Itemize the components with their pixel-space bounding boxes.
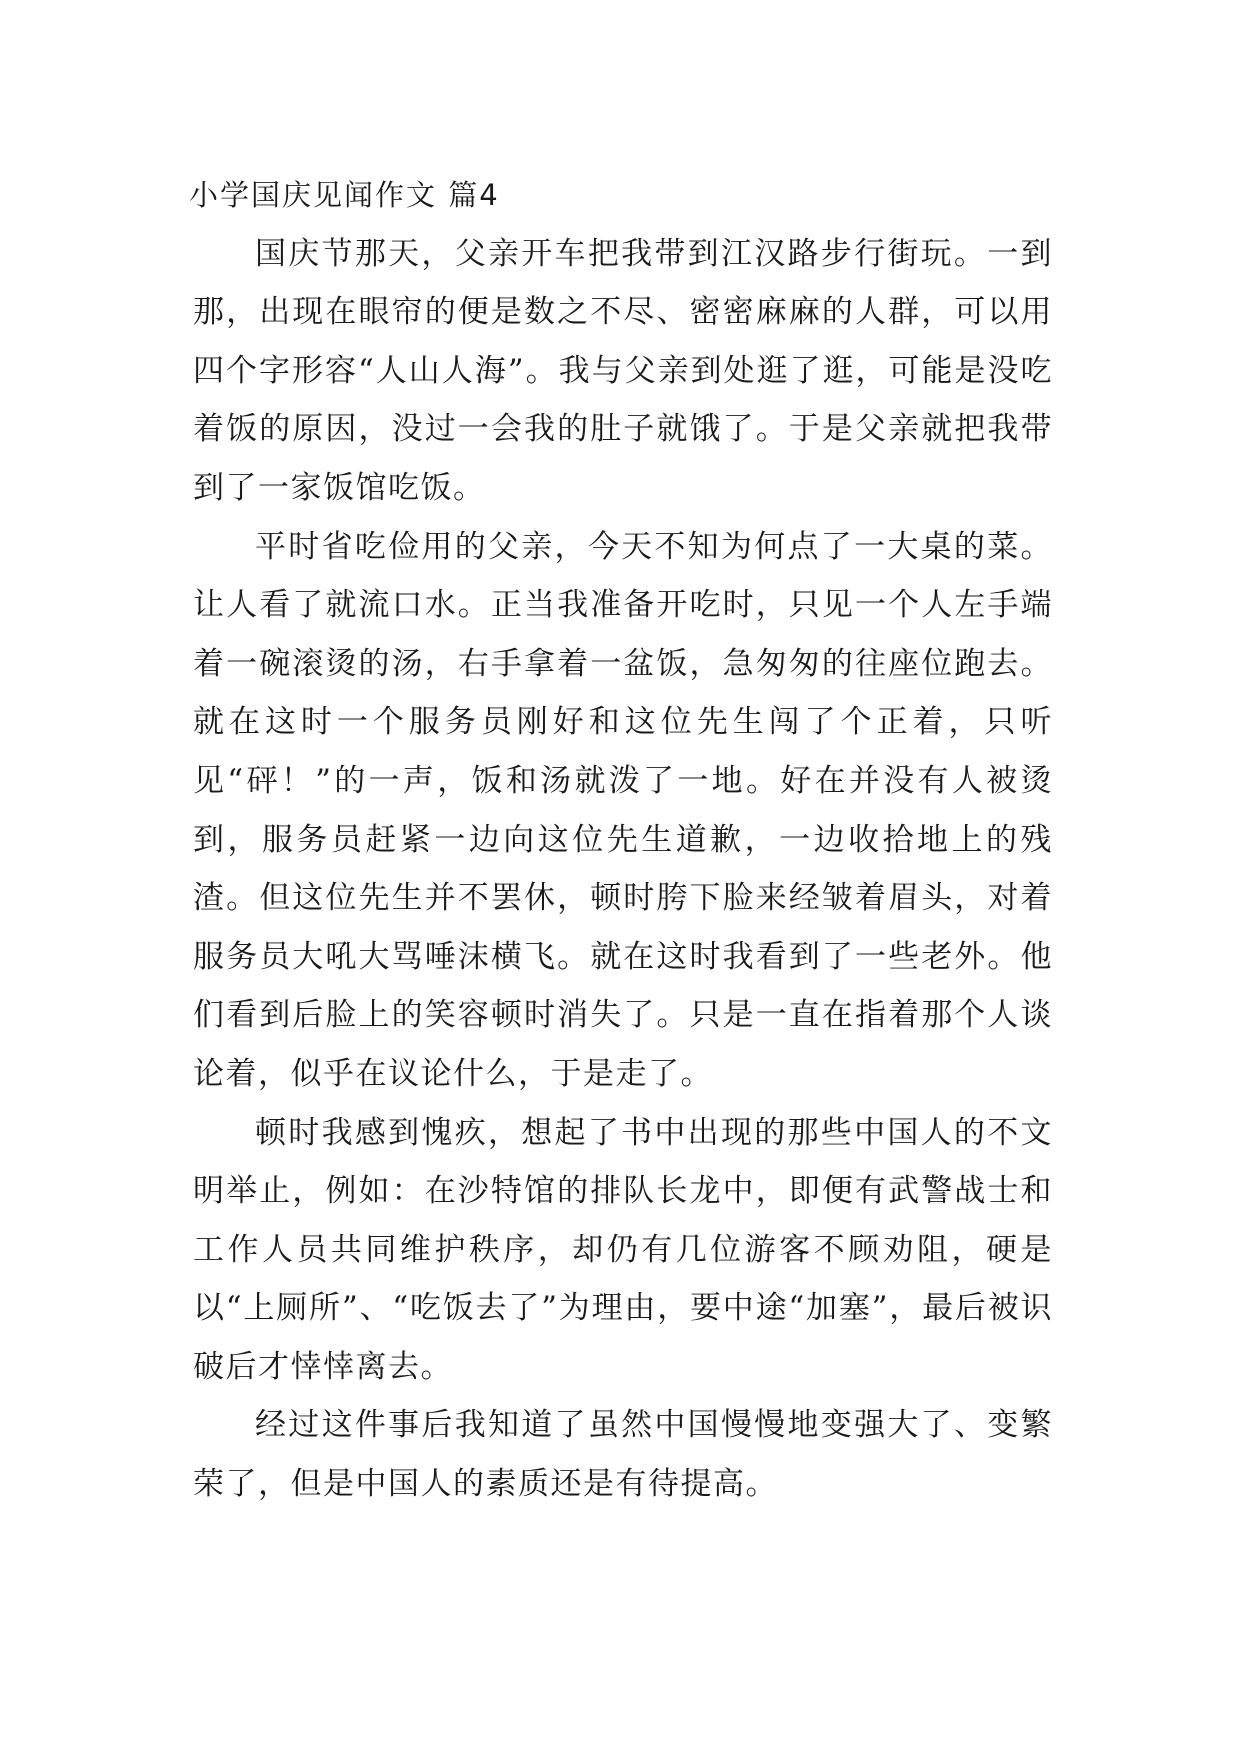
paragraph-4: 经过这件事后我知道了虽然中国慢慢地变强大了、变繁荣了，但是中国人的素质还是有待提高。: [193, 1407, 1053, 1503]
paragraph-1: 国庆节那天，父亲开车把我带到江汉路步行街玩。一到那，出现在眼帘的便是数之不尽、密密麻麻的人群，可以用四个字形容“人山人海”。我与父亲到处逛了逛，可能是没吃着饭的原因，没过一会我的肚子就饿了。于是父亲就把我带到了一家饭馆吃饭。: [193, 235, 1053, 506]
document-title: 小学国庆见闻作文 篇4: [189, 178, 500, 212]
paragraph-3: 顿时我感到愧疚，想起了书中出现的那些中国人的不文明举止，例如：在沙特馆的排队长龙中，即便有武警战士和工作人员共同维护秩序，却仍有几位游客不顾劝阻，硬是以“上厕所”、“吃饭去了”为理由，要中途“加塞”，最后被识破后才悻悻离去。: [193, 1114, 1053, 1385]
document-body: [189, 166, 1053, 1514]
paragraph-2: 平时省吃俭用的父亲，今天不知为何点了一大桌的菜。让人看了就流口水。正当我准备开吃时，只见一个人左手端着一碗滚烫的汤，右手拿着一盆饭，急匆匆的往座位跑去。就在这时一个服务员刚好和这位先生闯了个正着，只听见“砰！”的一声，饭和汤就泼了一地。好在并没有人被烫到，服务员赶紧一边向这位先生道歉，一边收拾地上的残渣。但这位先生并不罢休，顿时胯下脸来经皱着眉头，对着服务员大吼大骂唾沫横飞。就在这时我看到了一些老外。他们看到后脸上的笑容顿时消失了。只是一直在指着那个人谈论着，似乎在议论什么，于是走了。: [193, 528, 1053, 1092]
